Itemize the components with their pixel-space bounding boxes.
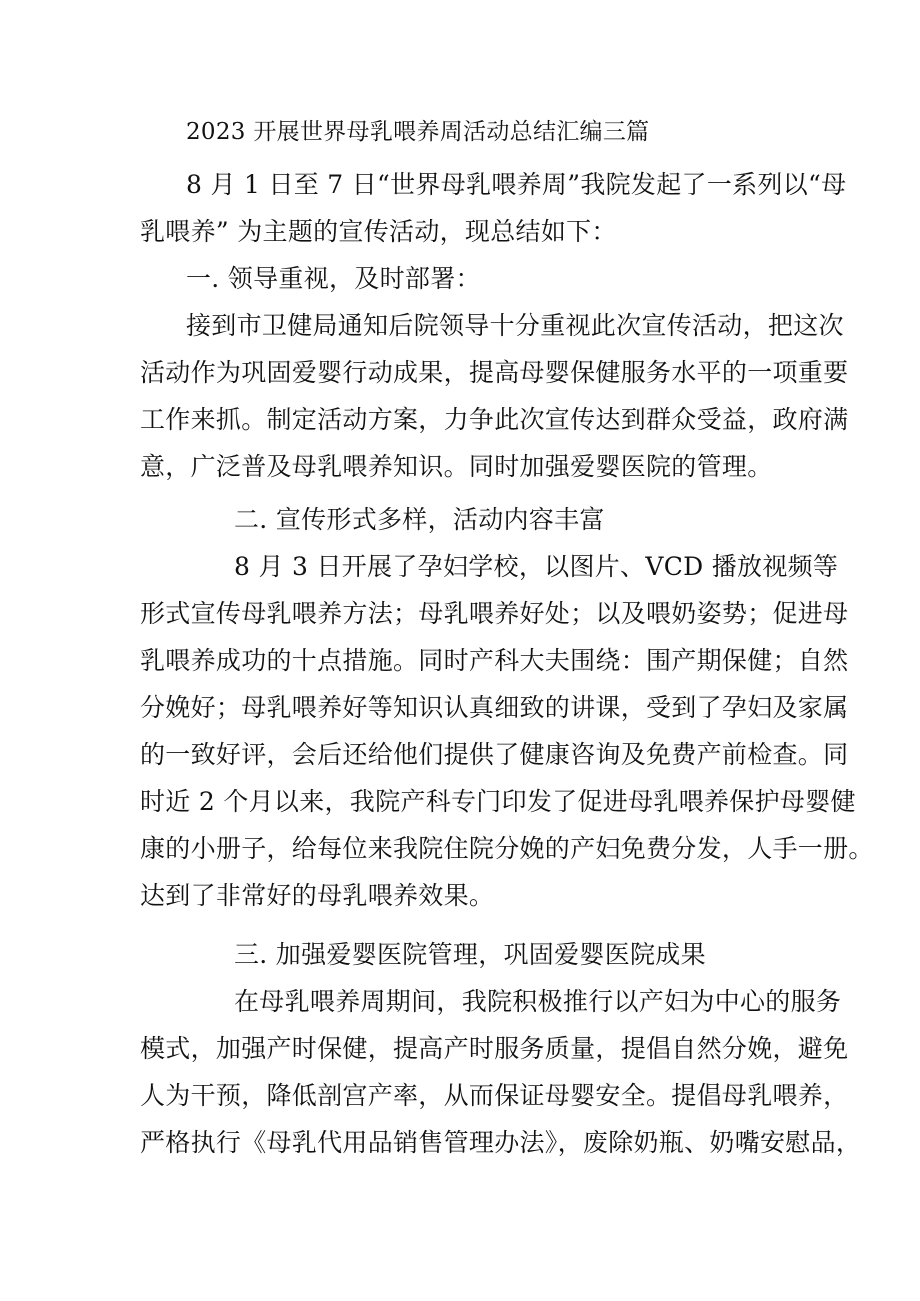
section-3-line-2: 模式，加强产时保健，提高产时服务质量，提倡自然分娩，避免: [140, 1034, 849, 1063]
intro-line-1: 8 月 1 日至 7 日“世界母乳喂养周”我院发起了一系列以“母: [186, 170, 847, 199]
section-2-heading: 二. 宣传形式多样，活动内容丰富: [234, 505, 605, 534]
section-1-line-4: 意，广泛普及母乳喂养知识。同时加强爱婴医院的管理。: [140, 452, 773, 481]
section-3-line-3: 人为干预，降低剖宫产率，从而保证母婴安全。提倡母乳喂养，: [140, 1081, 849, 1110]
section-2-line-3: 乳喂养成功的十点措施。同时产科大夫围绕：围产期保健；自然: [140, 646, 849, 675]
intro-line-2: 乳喂养” 为主题的宣传活动，现总结如下：: [140, 217, 617, 246]
section-3-line-4: 严格执行《母乳代用品销售管理办法》，废除奶瓶、奶嘴安慰品，: [140, 1128, 862, 1157]
section-1-line-3: 工作来抓。制定活动方案，力争此次宣传达到群众受益，政府满: [140, 405, 849, 434]
section-2-line-6: 时近 2 个月以来，我院产科专门印发了促进母乳喂养保护母婴健: [140, 787, 856, 816]
section-1-line-2: 活动作为巩固爱婴行动成果，提高母婴保健服务水平的一项重要: [140, 358, 849, 387]
section-2-line-7: 康的小册子，给每位来我院住院分娩的产妇免费分发，人手一册。: [140, 834, 874, 863]
section-1-heading: 一. 领导重视，及时部署：: [186, 264, 481, 293]
section-1-line-1: 接到市卫健局通知后院领导十分重视此次宣传活动，把这次: [186, 311, 844, 340]
section-2-line-8: 达到了非常好的母乳喂养效果。: [140, 881, 495, 910]
section-2-line-2: 形式宣传母乳喂养方法；母乳喂养好处；以及喂奶姿势；促进母: [140, 599, 849, 628]
section-3-line-1: 在母乳喂养周期间，我院积极推行以产妇为中心的服务: [234, 987, 842, 1016]
section-2-line-1: 8 月 3 日开展了孕妇学校，以图片、VCD 播放视频等: [234, 552, 839, 581]
document-title: 2023 开展世界母乳喂养周活动总结汇编三篇: [186, 119, 650, 145]
section-2-line-4: 分娩好；母乳喂养好等知识认真细致的讲课，受到了孕妇及家属: [140, 693, 849, 722]
section-3-heading: 三. 加强爱婴医院管理，巩固爱婴医院成果: [234, 940, 706, 969]
section-2-line-5: 的一致好评，会后还给他们提供了健康咨询及免费产前检查。同: [140, 740, 849, 769]
